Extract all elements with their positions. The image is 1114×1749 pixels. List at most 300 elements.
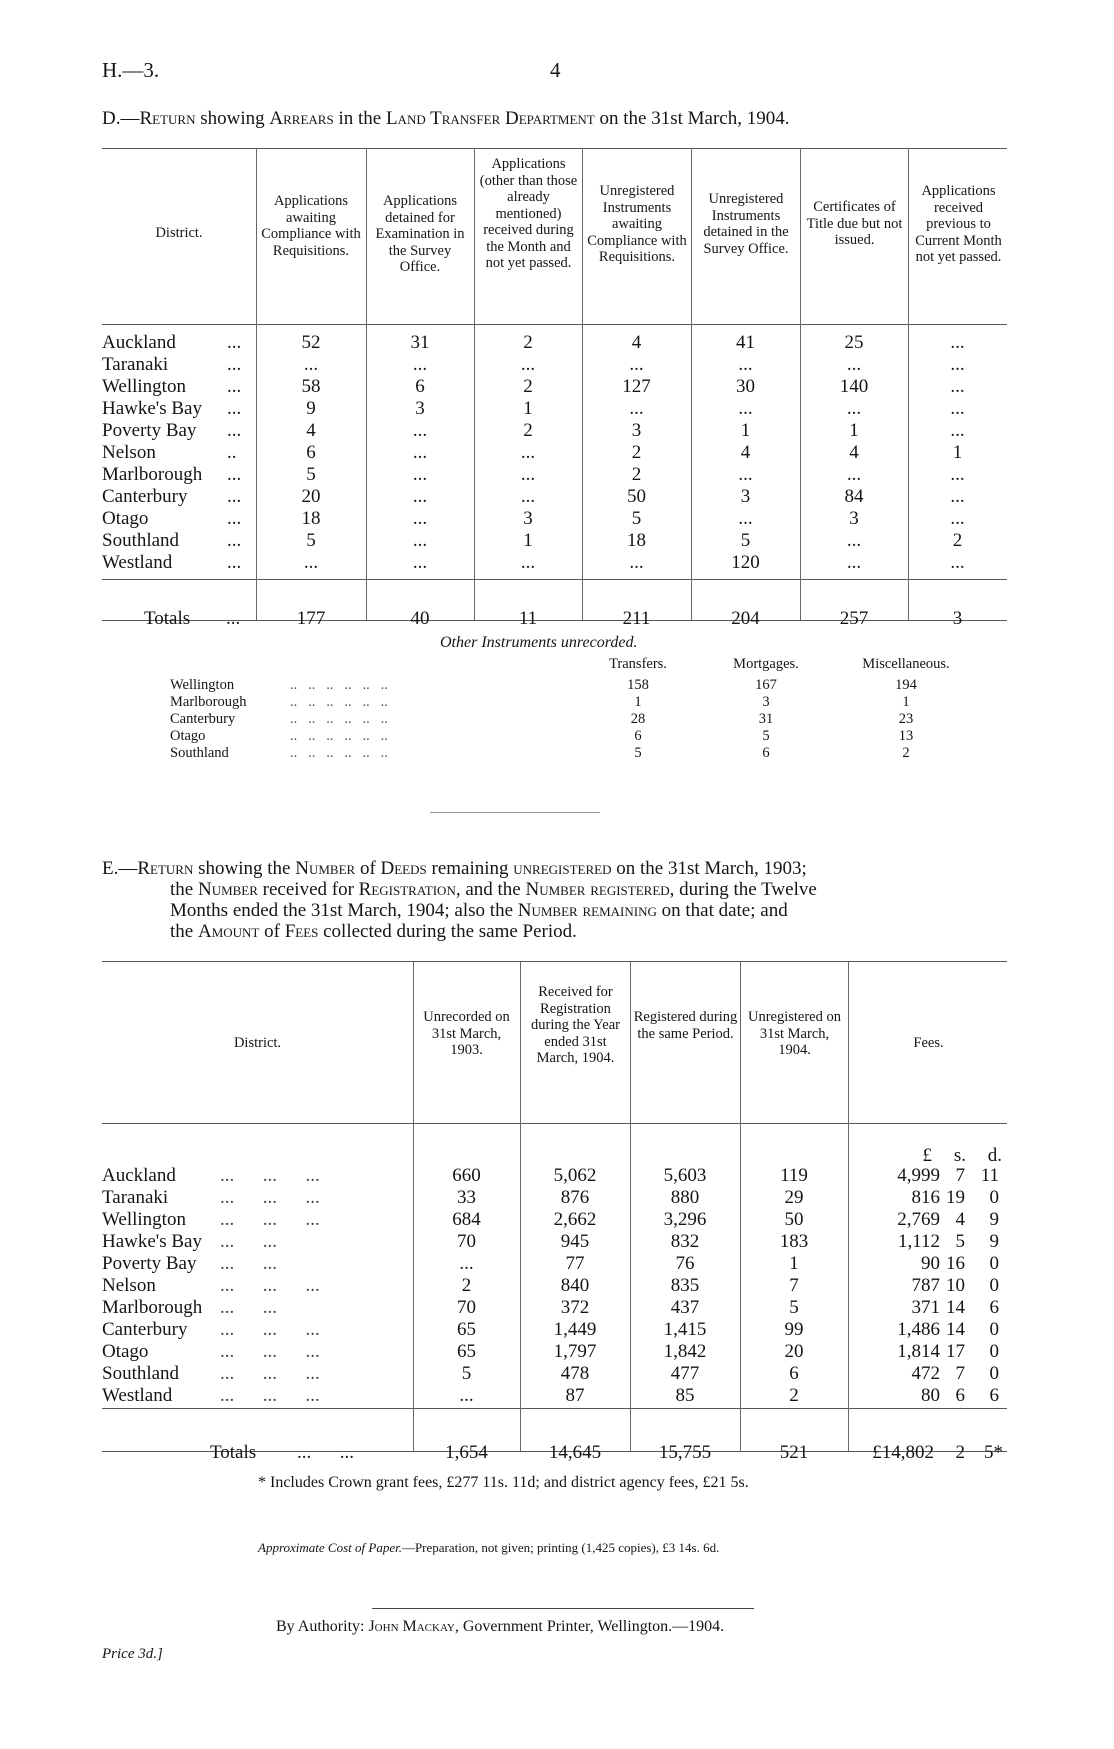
- total-value: 211: [622, 608, 651, 629]
- district-name: Taranaki: [102, 354, 169, 375]
- other-instruments-title: Other Instruments unrecorded.: [440, 634, 638, 651]
- deeds-totals-row: [102, 1438, 1007, 1468]
- deeds-value: 1,842: [663, 1341, 707, 1362]
- arrears-value: ...: [950, 332, 965, 353]
- fees-pounds: 90: [921, 1253, 940, 1274]
- deeds-row: [102, 1297, 1007, 1319]
- arrears-value: ...: [520, 442, 536, 463]
- arrears-row: [102, 332, 1007, 354]
- deeds-value: 832: [670, 1231, 700, 1252]
- deeds-value: 119: [780, 1165, 808, 1186]
- deeds-value: 1,797: [553, 1341, 597, 1362]
- section-e-title-part: received for: [257, 879, 359, 900]
- deeds-value: 835: [670, 1275, 700, 1296]
- deeds-value: 2: [461, 1275, 472, 1296]
- arrears-value: 31: [410, 332, 430, 353]
- district-name: Hawke's Bay: [102, 1231, 202, 1252]
- header-detained-survey: Applications detained for Examination in the Survey Office.: [375, 193, 465, 275]
- section-d-title-part: showing: [195, 108, 270, 129]
- section-e-title-part: unregistered: [513, 858, 612, 879]
- fees-shillings: 19: [946, 1187, 965, 1208]
- fees-shillings: 6: [955, 1385, 965, 1406]
- leader-dots: .. .. .. .. .. ..: [290, 694, 388, 710]
- arrears-value: 3: [740, 486, 751, 507]
- arrears-value: ...: [629, 552, 644, 573]
- deeds-value: 85: [675, 1385, 695, 1406]
- leader-dots: ..: [227, 442, 237, 463]
- cost-text: —Preparation, not given; printing (1,425 copies), £3 14s. 6d.: [401, 1540, 720, 1555]
- section-e-title-part: Return: [137, 858, 194, 879]
- page-number: 4: [550, 58, 561, 82]
- leader-dots: ... ... ...: [220, 1275, 320, 1296]
- deeds-value: ...: [459, 1385, 474, 1406]
- other-district-name: Southland: [170, 745, 229, 761]
- arrears-value: ...: [412, 420, 428, 441]
- deeds-value: 372: [560, 1297, 590, 1318]
- other-header-mortgages: Mortgages.: [733, 656, 799, 672]
- arrears-value: 5: [306, 530, 316, 551]
- arrears-value: ...: [950, 486, 965, 507]
- other-district-name: Canterbury: [170, 711, 236, 727]
- deeds-value: ...: [459, 1253, 474, 1274]
- fee-unit-shillings: s.: [953, 1145, 966, 1166]
- arrears-value: ...: [950, 464, 965, 485]
- other-district-name: Marlborough: [170, 694, 247, 710]
- district-name: Marlborough: [102, 464, 203, 485]
- arrears-value: 52: [301, 332, 321, 353]
- section-e-title-part: of: [259, 921, 285, 942]
- arrears-value: ...: [412, 464, 428, 485]
- other-district-name: Wellington: [170, 677, 235, 693]
- authority-suffix: , Government Printer, Wellington.—1904.: [454, 1618, 725, 1635]
- leader-dots: ...: [227, 508, 242, 529]
- district-name: Poverty Bay: [102, 1253, 197, 1274]
- other-value: 167: [755, 677, 777, 693]
- price: Price 3d.]: [102, 1646, 163, 1662]
- section-e-title-part: Registration: [358, 879, 456, 900]
- arrears-value: ...: [950, 420, 965, 441]
- section-e-title-part: of: [355, 858, 381, 879]
- other-value: 158: [627, 677, 649, 693]
- arrears-value: ...: [520, 486, 536, 507]
- leader-dots: ...: [227, 398, 242, 419]
- district-name: Wellington: [102, 1209, 186, 1230]
- deeds-value: 7: [789, 1275, 799, 1296]
- header-fees: Fees.: [913, 1035, 944, 1051]
- arrears-value: 41: [736, 332, 755, 353]
- deeds-value: 99: [784, 1319, 804, 1340]
- leader-dots: ...: [227, 332, 242, 353]
- arrears-value: 120: [731, 552, 760, 573]
- arrears-value: ...: [738, 354, 753, 375]
- section-e-title-part: , and the: [455, 879, 526, 900]
- deeds-value: 5,062: [553, 1165, 597, 1186]
- arrears-value: ...: [629, 354, 644, 375]
- arrears-value: 2: [523, 332, 533, 353]
- arrears-value: 6: [306, 442, 316, 463]
- arrears-value: 84: [844, 486, 864, 507]
- district-name: Canterbury: [102, 1319, 188, 1340]
- arrears-value: ...: [950, 354, 965, 375]
- fees-pounds: 371: [911, 1297, 940, 1318]
- section-e-title-part: Number registered: [525, 879, 670, 900]
- deeds-row: [102, 1275, 1007, 1297]
- arrears-value: ...: [846, 552, 862, 573]
- leader-dots: ...: [227, 552, 242, 573]
- deeds-value: 29: [784, 1187, 804, 1208]
- section-e-title-part: on that date; and: [656, 900, 788, 921]
- authority-prefix: By Authority:: [276, 1618, 369, 1635]
- header-unregistered-compliance: Unregistered Instruments awaiting Compliance with Requisitions.: [587, 183, 687, 265]
- header-unrecorded-1903: Unrecorded on 31st March, 1903.: [423, 1009, 510, 1058]
- fees-pounds: 816: [911, 1187, 940, 1208]
- deeds-value: 477: [670, 1363, 700, 1384]
- section-e-title-part: on the 31st March, 1903;: [611, 858, 807, 879]
- other-value: 3: [762, 694, 770, 710]
- total-value: 3: [952, 608, 963, 629]
- section-d-title-part: Return: [139, 108, 196, 129]
- header-district: District.: [155, 225, 203, 241]
- deeds-row: [102, 1165, 1007, 1187]
- fees-shillings: 14: [946, 1297, 965, 1318]
- fees-pence: 9: [989, 1209, 999, 1230]
- other-value: 6: [762, 745, 770, 761]
- deeds-value: 70: [457, 1231, 476, 1252]
- arrears-row: [102, 486, 1007, 508]
- section-e-title-part: Amount: [197, 921, 260, 942]
- arrears-row: [102, 464, 1007, 486]
- other-value: 31: [758, 711, 774, 727]
- leader-dots: ... ... ...: [220, 1363, 320, 1384]
- fees-pence: 0: [989, 1187, 999, 1208]
- total-value: 11: [518, 608, 538, 629]
- fees-shillings: 4: [955, 1209, 965, 1230]
- fees-pence: 0: [989, 1319, 999, 1340]
- fee-unit-pence: d.: [987, 1145, 1002, 1166]
- arrears-value: ...: [738, 464, 753, 485]
- arrears-value: ...: [846, 464, 862, 485]
- arrears-value: 1: [523, 398, 533, 419]
- header-certificates: Certificates of Title due but not issued.: [806, 199, 903, 248]
- leader-dots: ...: [227, 464, 242, 485]
- arrears-value: ...: [412, 552, 428, 573]
- section-e-title-part: , during the Twelve: [669, 879, 817, 900]
- deeds-value: 87: [565, 1385, 585, 1406]
- arrears-row: [102, 442, 1007, 464]
- other-value: 28: [630, 711, 646, 727]
- deeds-value: 2,662: [553, 1209, 597, 1230]
- arrears-value: 18: [627, 530, 646, 551]
- authority-line: [276, 1618, 724, 1636]
- other-value: 1: [902, 694, 910, 710]
- fees-pounds: 4,999: [897, 1165, 940, 1186]
- total-value: 1,654: [445, 1442, 488, 1463]
- cost-of-paper: [258, 1540, 719, 1556]
- totals-label: Totals: [210, 1442, 257, 1463]
- fees-pounds: 2,769: [897, 1209, 940, 1230]
- fees-shillings: 7: [955, 1363, 965, 1384]
- arrears-value: 25: [844, 332, 864, 353]
- arrears-value: ...: [950, 552, 965, 573]
- arrears-value: ...: [629, 398, 644, 419]
- arrears-value: 6: [415, 376, 425, 397]
- arrears-row: [102, 530, 1007, 552]
- section-e-title-part: the: [170, 921, 198, 942]
- deeds-value: 1,415: [663, 1319, 707, 1340]
- arrears-value: ...: [412, 354, 428, 375]
- arrears-value: ...: [950, 376, 965, 397]
- deeds-row: [102, 1385, 1007, 1407]
- arrears-value: 1: [849, 420, 859, 441]
- total-fees-pence: 5*: [984, 1442, 1003, 1463]
- arrears-value: 1: [740, 420, 751, 441]
- section-e-title-part: showing the: [193, 858, 296, 879]
- deeds-value: 945: [560, 1231, 590, 1252]
- section-e-title-part: Number remaining: [517, 900, 657, 921]
- deeds-row: [102, 1341, 1007, 1363]
- total-fees-shillings: 2: [955, 1442, 965, 1463]
- arrears-value: ...: [412, 508, 428, 529]
- arrears-value: 3: [631, 420, 642, 441]
- district-name: Poverty Bay: [102, 420, 197, 441]
- deeds-value: 65: [457, 1341, 476, 1362]
- fees-shillings: 7: [955, 1165, 965, 1186]
- leader-dots: ...: [227, 354, 242, 375]
- leader-dots: .. .. .. .. .. ..: [290, 745, 388, 761]
- fees-pence: 9: [989, 1231, 999, 1252]
- section-e-title-line: [170, 900, 817, 921]
- deeds-value: 50: [784, 1209, 804, 1230]
- arrears-value: 4: [306, 420, 316, 441]
- fees-pounds: 472: [911, 1363, 940, 1384]
- deeds-value: 70: [457, 1297, 476, 1318]
- deeds-value: 5,603: [663, 1165, 707, 1186]
- arrears-value: 1: [523, 530, 533, 551]
- arrears-value: 1: [952, 442, 963, 463]
- leader-dots: ... ...: [220, 1297, 277, 1318]
- arrears-value: 58: [301, 376, 321, 397]
- total-fees-pounds: £14,802: [872, 1442, 934, 1463]
- section-e-title: [102, 858, 817, 942]
- district-name: Westland: [102, 552, 173, 573]
- leader-dots: ... ... ...: [220, 1187, 320, 1208]
- deeds-value: 840: [560, 1275, 590, 1296]
- arrears-value: 2: [952, 530, 963, 551]
- district-name: Wellington: [102, 376, 186, 397]
- arrears-totals-row: [102, 604, 1007, 634]
- header-district: District.: [233, 1035, 282, 1051]
- arrears-value: 2: [631, 442, 642, 463]
- other-value: 194: [895, 677, 917, 693]
- section-e-title-line: [102, 858, 817, 879]
- arrears-value: 30: [736, 376, 755, 397]
- deeds-row: [102, 1253, 1007, 1275]
- deeds-value: 5: [789, 1297, 799, 1318]
- fees-pence: 11: [980, 1165, 999, 1186]
- arrears-value: ...: [738, 398, 753, 419]
- arrears-value: 3: [415, 398, 425, 419]
- arrears-value: ...: [520, 464, 536, 485]
- fees-pounds: 787: [911, 1275, 940, 1296]
- fees-pence: 0: [989, 1341, 999, 1362]
- section-e-title-part: remaining: [426, 858, 514, 879]
- total-value: 521: [779, 1442, 809, 1463]
- total-value: 257: [839, 608, 869, 629]
- header-received-month: Applications (other than those already mentioned) received during the Month and not yet passed.: [479, 156, 578, 271]
- arrears-rows: [102, 332, 1007, 634]
- totals-leader: ... ...: [297, 1442, 354, 1463]
- header-received-previous: Applications received previous to Current Month not yet passed.: [915, 183, 1002, 265]
- arrears-value: ...: [846, 398, 862, 419]
- header-awaiting-compliance: Applications awaiting Compliance with Requisitions.: [261, 193, 361, 259]
- arrears-value: 127: [622, 376, 651, 397]
- leader-dots: ...: [227, 420, 242, 441]
- leader-dots: ... ... ...: [220, 1319, 320, 1340]
- fees-shillings: 10: [946, 1275, 965, 1296]
- arrears-row: [102, 552, 1007, 574]
- other-value: 6: [634, 728, 642, 744]
- arrears-value: 2: [523, 376, 533, 397]
- arrears-row: [102, 376, 1007, 398]
- district-name: Otago: [102, 1341, 149, 1362]
- arrears-value: 3: [523, 508, 533, 529]
- arrears-value: 2: [523, 420, 533, 441]
- arrears-value: ...: [950, 508, 965, 529]
- total-value: 40: [410, 608, 430, 629]
- arrears-value: ...: [846, 354, 862, 375]
- leader-dots: ...: [227, 486, 242, 507]
- deeds-value: 33: [457, 1187, 476, 1208]
- section-e-title-line: [170, 921, 817, 942]
- total-value: 204: [731, 608, 760, 629]
- arrears-row: [102, 508, 1007, 530]
- deeds-value: 478: [560, 1363, 590, 1384]
- deeds-value: 77: [565, 1253, 585, 1274]
- section-e-title-line: [170, 879, 817, 900]
- deeds-rows: [102, 1165, 1007, 1468]
- deeds-value: 437: [670, 1297, 700, 1318]
- deeds-row: [102, 1231, 1007, 1253]
- deeds-value: 876: [560, 1187, 590, 1208]
- arrears-value: ...: [412, 442, 428, 463]
- other-value: 1: [634, 694, 642, 710]
- other-value: 13: [898, 728, 914, 744]
- other-value: 5: [762, 728, 770, 744]
- deeds-row: [102, 1319, 1007, 1341]
- fees-pounds: 1,112: [897, 1231, 940, 1252]
- arrears-value: 4: [631, 332, 642, 353]
- arrears-value: 140: [839, 376, 869, 397]
- district-name: Canterbury: [102, 486, 188, 507]
- leader-dots: ... ... ...: [220, 1385, 320, 1406]
- deeds-row: [102, 1209, 1007, 1231]
- leader-dots: ...: [227, 376, 242, 397]
- arrears-value: 5: [740, 530, 751, 551]
- arrears-value: 2: [631, 464, 642, 485]
- fees-pounds: 80: [921, 1385, 940, 1406]
- arrears-value: 50: [627, 486, 646, 507]
- arrears-value: ...: [303, 354, 319, 375]
- arrears-value: 5: [631, 508, 642, 529]
- arrears-row: [102, 398, 1007, 420]
- section-d-title-part: in the: [333, 108, 386, 129]
- arrears-value: ...: [412, 530, 428, 551]
- arrears-value: ...: [412, 486, 428, 507]
- arrears-value: ...: [846, 530, 862, 551]
- header-unregistered-detained: Unregistered Instruments detained in the Survey Office.: [703, 191, 789, 257]
- arrears-row: [102, 354, 1007, 376]
- section-d-title-part: Arrears: [269, 108, 334, 129]
- fees-pence: 0: [989, 1363, 999, 1384]
- district-name: Westland: [102, 1385, 173, 1406]
- leader-dots: ... ...: [220, 1253, 277, 1274]
- leader-dots: .. .. .. .. .. ..: [290, 677, 388, 693]
- other-district-name: Otago: [170, 728, 206, 744]
- deeds-value: 76: [675, 1253, 695, 1274]
- total-value: 14,645: [548, 1442, 602, 1463]
- deeds-value: 684: [452, 1209, 481, 1230]
- section-e-title-part: Number: [295, 858, 356, 879]
- deeds-value: 6: [789, 1363, 799, 1384]
- section-e-title-part: Number: [197, 879, 258, 900]
- section-e-title-part: the: [170, 879, 198, 900]
- fees-pence: 0: [989, 1275, 999, 1296]
- other-value: 23: [898, 711, 914, 727]
- printer-name: John Mackay: [368, 1618, 455, 1635]
- arrears-value: 4: [849, 442, 859, 463]
- leader-dots: ... ...: [220, 1231, 277, 1252]
- fees-footnote: * Includes Crown grant fees, £277 11s. 11d; and district agency fees, £21 5s.: [258, 1474, 749, 1491]
- deeds-value: 20: [784, 1341, 804, 1362]
- fees-shillings: 14: [946, 1319, 965, 1340]
- arrears-value: ...: [738, 508, 753, 529]
- totals-label: Totals: [144, 608, 191, 629]
- other-value: 5: [634, 745, 642, 761]
- district-name: Auckland: [102, 332, 176, 353]
- section-e-title-part: Months ended the 31st March, 1904; also the: [170, 900, 518, 921]
- section-d-prefix: D.—: [102, 108, 140, 129]
- arrears-value: 20: [301, 486, 321, 507]
- district-name: Nelson: [102, 442, 156, 463]
- district-name: Nelson: [102, 1275, 156, 1296]
- deeds-value: 1,449: [553, 1319, 597, 1340]
- district-name: Southland: [102, 530, 180, 551]
- total-value: 177: [296, 608, 326, 629]
- section-e-title-part: E.—: [102, 858, 138, 879]
- arrears-value: ...: [950, 398, 965, 419]
- section-e-title-part: collected during the same Period.: [318, 921, 577, 942]
- arrears-value: ...: [520, 552, 536, 573]
- leader-dots: .. .. .. .. .. ..: [290, 711, 388, 727]
- fees-shillings: 5: [955, 1231, 965, 1252]
- leader-dots: ... ... ...: [220, 1165, 320, 1186]
- section-d-title-part: Land Transfer Department: [385, 108, 595, 129]
- arrears-value: 4: [740, 442, 751, 463]
- district-name: Auckland: [102, 1165, 176, 1186]
- leader-dots: ... ... ...: [220, 1341, 320, 1362]
- arrears-value: ...: [303, 552, 319, 573]
- other-header-transfers: Transfers.: [609, 656, 667, 672]
- total-value: 15,755: [658, 1442, 712, 1463]
- arrears-value: 18: [301, 508, 321, 529]
- page-reference: H.—3.: [102, 58, 160, 82]
- deeds-value: 1: [789, 1253, 799, 1274]
- leader-dots: ...: [227, 530, 242, 551]
- district-name: Marlborough: [102, 1297, 203, 1318]
- district-name: Hawke's Bay: [102, 398, 202, 419]
- deeds-row: [102, 1187, 1007, 1209]
- arrears-value: 5: [306, 464, 316, 485]
